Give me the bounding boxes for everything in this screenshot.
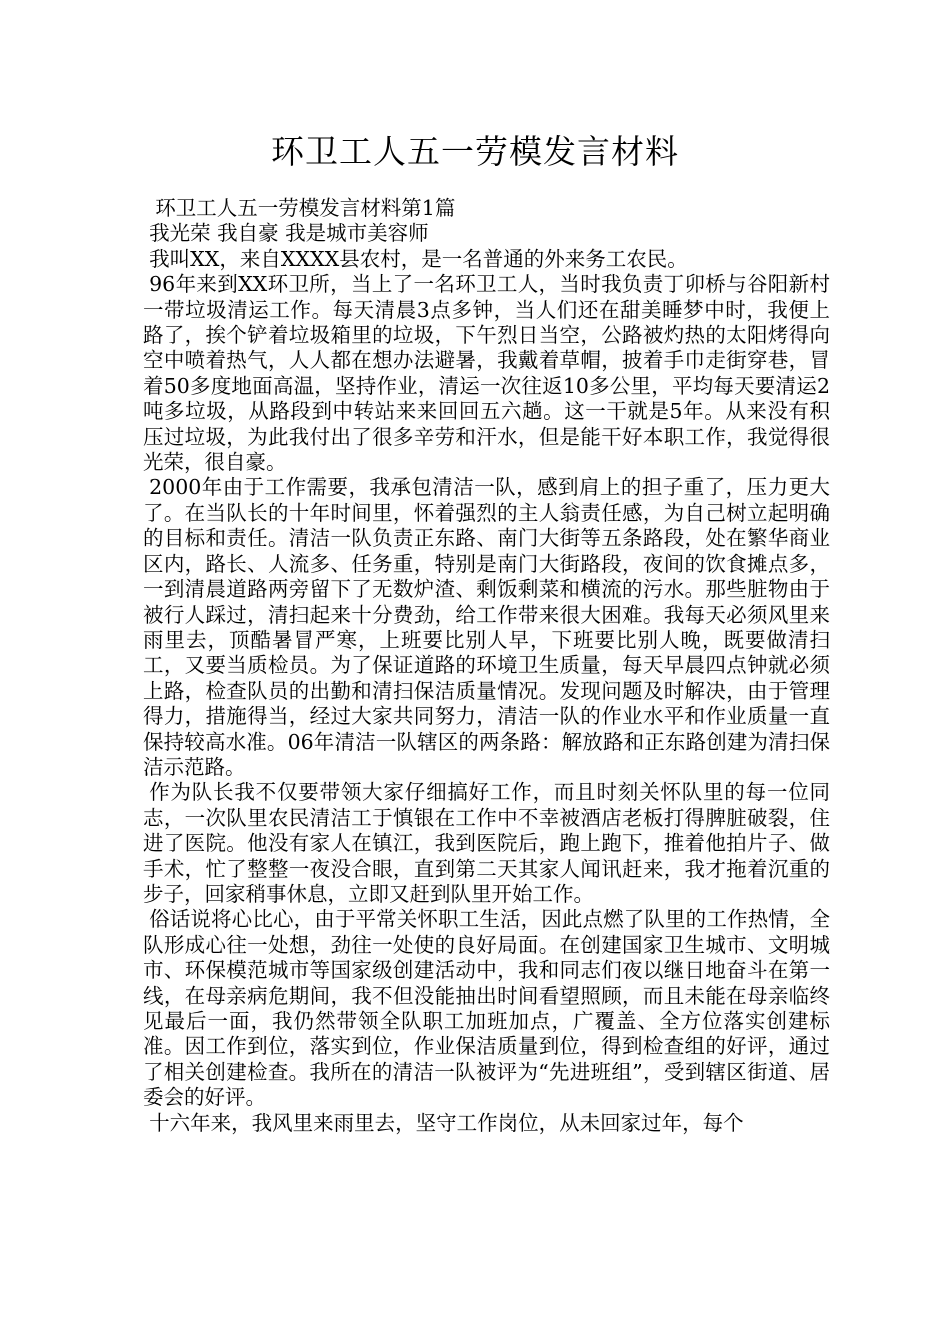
section-heading: 环卫工人五一劳模发言材料第1篇 xyxy=(155,196,456,220)
paragraph-team-leader: 2000年由于工作需要，我承包清洁一队，感到肩上的担子重了，压力更大了。在当队长的十年时间里，怀着强烈的主人翁责任感，为自己树立起明确的目标和责任。清洁一队负责正东路、南门大街等五条路段，处在繁华商业区内，路长、人流多、任务重，特别是南门大街路段，夜间的饮食摊点多，一到清晨道路两旁留下了无数炉渣、剩饭剩菜和横流的污水。那些脏物由于被行人踩过，清扫起来十分费劲，给工作带来很大困难。我每天必须风里来雨里去，顶酷暑冒严寒，上班要比别人早，下班要比别人晚，既要做清扫工，又要当质检员。为了保证道路的环境卫生质量，每天早晨四点钟就必须上路，检查队员的出勤和清扫保洁质量情况。发现问题及时解决，由于管理得力，措施得当，经过大家共同努力，清洁一队的作业水平和作业质量一直保持较高水准。06年清洁一队辖区的两条路：解放路和正东路创建为清扫保洁示范路。 xyxy=(143,475,830,779)
document-body xyxy=(143,196,830,1136)
paragraph-team-spirit: 俗话说将心比心，由于平常关怀职工生活，因此点燃了队里的工作热情，全队形成心往一处想，劲往一处使的良好局面。在创建国家卫生城市、文明城市、环保模范城市等国家级创建活动中，我和同志们夜以继日地奋斗在第一线，在母亲病危期间，我不但没能抽出时间看望照顾，而且未能在母亲临终见最后一面，我仍然带领全队职工加班加点，广覆盖、全方位落实创建标准。因工作到位，落实到位，作业保洁质量到位，得到检查组的好评，通过了相关创建检查。我所在的清洁一队被评为“先进班组”，受到辖区街道、居委会的好评。 xyxy=(143,907,830,1110)
paragraph-introduction: 我叫XX，来自XXXX县农村，是一名普通的外来务工农民。 xyxy=(149,246,688,271)
paragraph-care-colleague: 作为队长我不仅要带领大家仔细搞好工作，而且时刻关怀队里的每一位同志，一次队里农民清洁工于慎银在工作中不幸被酒店老板打得脾脏破裂，住进了医院。他没有家人在镇江，我到医院后，跑上跑下，推着他拍片子、做手术，忙了整整一夜没合眼，直到第二天其家人闻讯赶来，我才拖着沉重的步子，回家稍事休息，立即又赶到队里开始工作。 xyxy=(143,780,830,906)
paragraph-early-work: 96年来到XX环卫所，当上了一名环卫工人，当时我负责丁卯桥与谷阳新村一带垃圾清运工作。每天清晨3点多钟，当人们还在甜美睡梦中时，我便上路了，挨个铲着垃圾箱里的垃圾，下午烈日当空，公路被灼热的太阳烤得向空中喷着热气，人人都在想办法避暑，我戴着草帽，披着手巾走街穿巷，冒着50多度地面高温，坚持作业，清运一次往返10多公里，平均每天要清运2吨多垃圾，从路段到中转站来来回回五六趟。这一干就是5年。从来没有积压过垃圾，为此我付出了很多辛劳和汗水，但是能干好本职工作，我觉得很光荣，很自豪。 xyxy=(143,272,830,475)
speech-subtitle: 我光荣 我自豪 我是城市美容师 xyxy=(149,221,429,246)
document-title: 环卫工人五一劳模发言材料 xyxy=(271,132,679,171)
paragraph-sixteen-years: 十六年来，我风里来雨里去，坚守工作岗位，从未回家过年，每个 xyxy=(149,1110,744,1135)
